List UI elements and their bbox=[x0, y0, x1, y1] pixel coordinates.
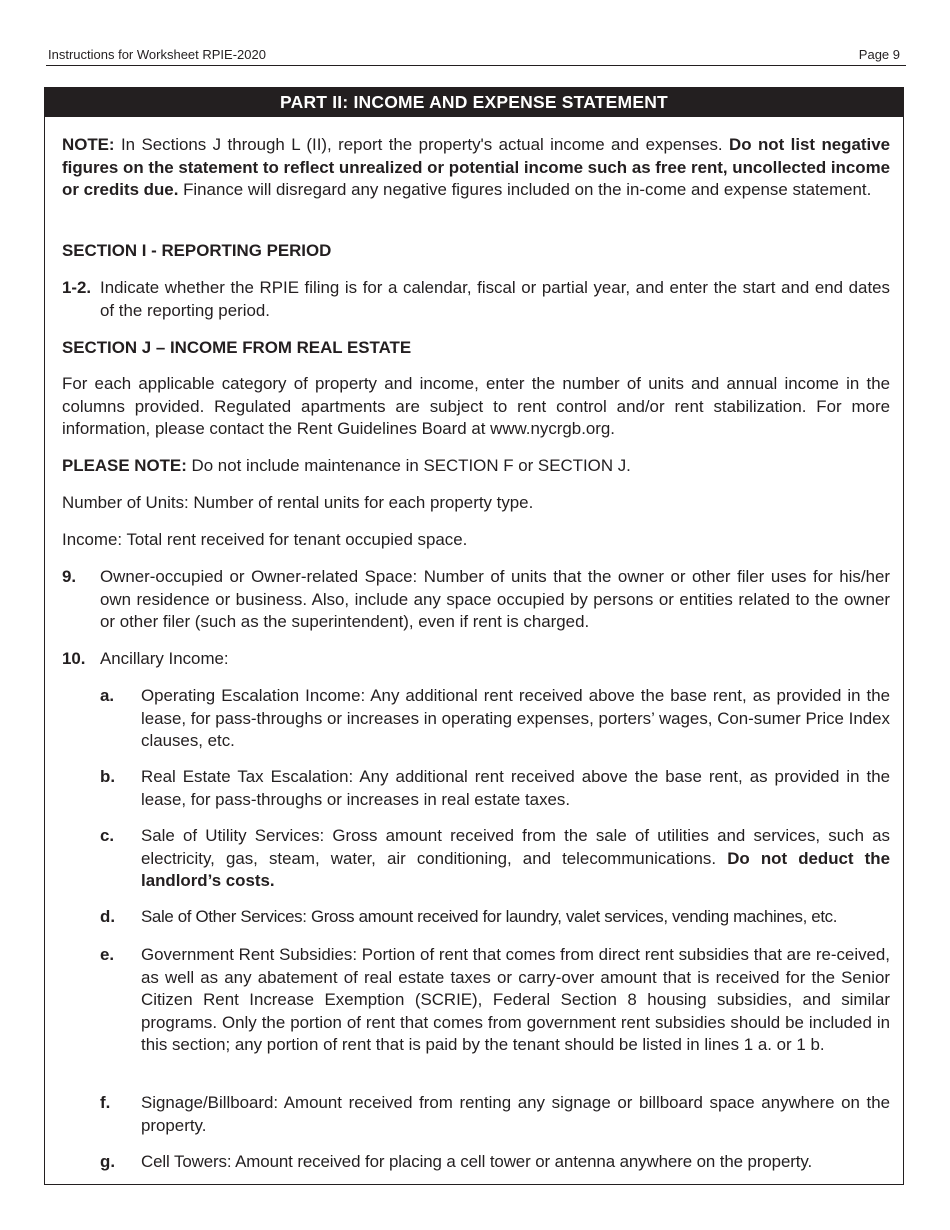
item-10e-label: e. bbox=[100, 945, 115, 964]
item-10f bbox=[62, 1092, 890, 1137]
note-text-2: Finance will disregard any negative figures included on the in-come and expense statement. bbox=[178, 180, 872, 199]
item-10c-label: c. bbox=[100, 826, 115, 845]
income-expense-statement-box bbox=[44, 87, 904, 1185]
item-10c-text bbox=[141, 825, 890, 893]
item-10f-text: Signage/Billboard: Amount received from renting any signage or billboard space anywhere on the property. bbox=[141, 1093, 890, 1135]
item-10e-text: Government Rent Subsidies: Portion of rent that comes from direct rent subsidies that are re-ceived, as well as any abatement of real estate taxes or carry-over amount that is received for the Senior Citizen Rent Increase Exemption (SCRIE), Federal Section 8 housing subsidies, and similar programs. Only the portion of rent that comes from government rent subsidies should be included in this section; any portion of rent that is paid by the tenant should be listed in lines 1 a. or 1 b. bbox=[141, 945, 890, 1054]
document-title: Instructions for Worksheet RPIE-2020 bbox=[48, 47, 266, 62]
income-definition: Income: Total rent received for tenant occupied space. bbox=[62, 530, 468, 549]
item-10f-label: f. bbox=[100, 1093, 111, 1112]
item-10c-bold-text: Do not deduct the landlord’s costs. bbox=[141, 848, 891, 890]
section-j-title: SECTION J – INCOME FROM REAL ESTATE bbox=[62, 338, 412, 357]
item-10 bbox=[62, 648, 890, 671]
item-9-number: 9. bbox=[62, 567, 77, 586]
please-note bbox=[62, 455, 890, 478]
please-note-label: PLEASE NOTE: bbox=[62, 456, 187, 475]
page-number: Page 9 bbox=[858, 47, 900, 62]
item-10d-label: d. bbox=[100, 907, 116, 926]
item-9-text: Owner-occupied or Owner-related Space: Number of units that the owner or other filer uses for his/her own residence or business. Also, include any space occupied by persons or entities related to the owner or other filer (such as the superintendent), even if rent is charged. bbox=[100, 567, 890, 631]
item-10c bbox=[62, 825, 890, 893]
item-10-number: 10. bbox=[62, 649, 86, 668]
item-10b bbox=[62, 766, 890, 811]
item-10a-label: a. bbox=[100, 686, 115, 705]
item-10b-text: Real Estate Tax Escalation: Any additional rent received above the base rent, as provided in the lease, for pass-throughs or increases in real estate taxes. bbox=[141, 767, 890, 809]
please-note-text: Do not include maintenance in SECTION F or SECTION J. bbox=[186, 456, 631, 475]
note-label: NOTE: bbox=[62, 135, 115, 154]
item-10e bbox=[62, 944, 890, 1057]
units-definition: Number of Units: Number of rental units for each property type. bbox=[62, 493, 534, 512]
item-10d bbox=[62, 906, 890, 929]
item-10g bbox=[62, 1151, 890, 1174]
item-10d-text: Sale of Other Services: Gross amount received for laundry, valet services, vending machines, etc. bbox=[141, 907, 838, 926]
section-i-title: SECTION I - REPORTING PERIOD bbox=[62, 241, 332, 260]
item-10b-label: b. bbox=[100, 767, 116, 786]
note-paragraph bbox=[62, 134, 890, 202]
item-10c-main-text: Sale of Utility Services: Gross amount received from the sale of utilities and services, such as electricity, gas, steam, water, air conditioning, and telecommunications. bbox=[141, 826, 890, 868]
item-9 bbox=[62, 566, 890, 634]
note-text-1: In Sections J through L (II), report the property's actual income and expenses. bbox=[114, 135, 730, 154]
item-10a bbox=[62, 685, 890, 753]
part-title: PART II: INCOME AND EXPENSE STATEMENT bbox=[45, 88, 903, 117]
item-10g-text: Cell Towers: Amount received for placing a cell tower or antenna anywhere on the property. bbox=[141, 1152, 813, 1171]
item-1-2 bbox=[62, 277, 890, 322]
section-j-intro: For each applicable category of property and income, enter the number of units and annual income in the columns provided. Regulated apartments are subject to rent control and/or rent stabilization. For more information, please contact the Rent Guidelines Board at www.nycrgb.org. bbox=[62, 374, 890, 438]
note-bold-text: Do not list negative figures on the statement to reflect unrealized or potential income such as free rent, uncollected income or credits due. bbox=[62, 135, 890, 199]
item-10a-text: Operating Escalation Income: Any additional rent received above the base rent, as provided in the lease, for pass-throughs or increases in operating expenses, porters’ wages, Con-sumer Price Index clauses, etc. bbox=[141, 686, 890, 750]
item-10-text: Ancillary Income: bbox=[100, 649, 229, 668]
item-10g-label: g. bbox=[100, 1152, 116, 1171]
item-1-2-number: 1-2. bbox=[62, 278, 92, 297]
item-1-2-text: Indicate whether the RPIE filing is for a calendar, fiscal or partial year, and enter the start and end dates of the reporting period. bbox=[100, 278, 890, 320]
page-header bbox=[46, 45, 906, 66]
